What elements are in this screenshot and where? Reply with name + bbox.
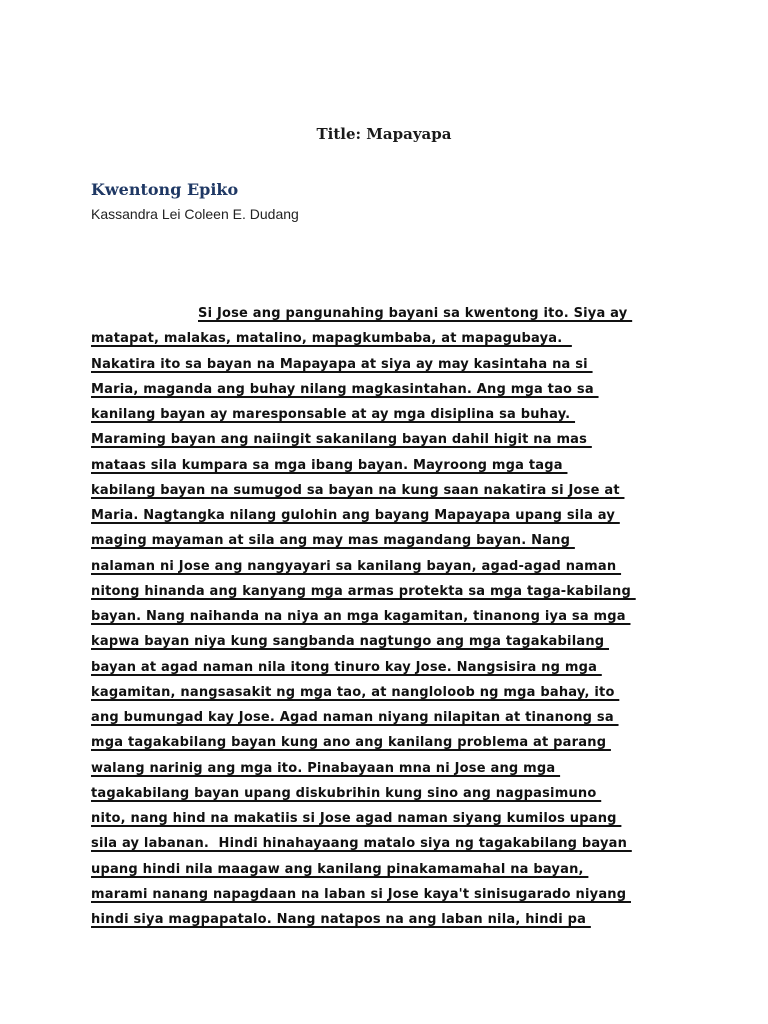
document-title: Title: Mapayapa bbox=[316, 125, 452, 143]
paragraph-line: kabilang bayan na sumugod sa bayan na kung saan nakatira si Jose at bbox=[91, 482, 625, 498]
paragraph-line: bayan at agad naman nila itong tinuro kay Jose. Nangsisira ng mga bbox=[91, 659, 602, 675]
paragraph-line: ang bumungad kay Jose. Agad naman niyang nilapitan at tinanong sa bbox=[91, 710, 619, 725]
paragraph-line: mataas sila kumpara sa mga ibang bayan. Mayroong mga taga bbox=[91, 457, 568, 473]
paragraph-line: nitong hinanda ang kanyang mga armas protekta sa mga taga-kabilang bbox=[91, 583, 636, 599]
paragraph-line: tagakabilang bayan upang diskubrihin kung sino ang nagpasimuno bbox=[91, 785, 602, 801]
paragraph-line: Si Jose ang pangunahing bayani sa kwentong ito. Siya ay bbox=[198, 306, 633, 321]
paragraph-line: hindi siya magpapatalo. Nang natapos na ang laban nila, hindi pa bbox=[91, 912, 591, 927]
paragraph-line: nito, nang hind na makatiis si Jose agad naman siyang kumilos upang bbox=[91, 811, 622, 826]
paragraph-line: sila ay labanan. Hindi hinahayaang matalo siya ng tagakabilang bayan bbox=[91, 836, 632, 852]
paragraph-line: bayan. Nang naihanda na niya an mga kagamitan, tinanong iya sa mga bbox=[91, 609, 631, 624]
paragraph-line: Maria, maganda ang buhay nilang magkasintahan. Ang mga tao sa bbox=[91, 381, 599, 397]
paragraph-line: mga tagakabilang bayan kung ano ang kanilang problema at parang bbox=[91, 735, 611, 751]
paragraph-line: Maraming bayan ang naiingit sakanilang bayan dahil higit na mas bbox=[91, 432, 592, 448]
paragraph-line: kagamitan, nangsasakit ng mga tao, at nangloloob ng mga bahay, ito bbox=[91, 684, 620, 700]
paragraph-line: Maria. Nagtangka nilang gulohin ang bayang Mapayapa upang sila ay bbox=[91, 508, 620, 523]
paragraph-line: nalaman ni Jose ang nangyayari sa kanilang bayan, agad-agad naman bbox=[91, 558, 622, 574]
paragraph-line: matapat, malakas, matalino, mapagkumbaba, at mapagubaya. bbox=[91, 331, 572, 347]
paragraph-line: marami nanang napagdaan na laban si Jose kaya't sinisugarado niyang bbox=[91, 886, 631, 902]
paragraph-line: upang hindi nila maagaw ang kanilang pinakamamahal na bayan, bbox=[91, 861, 589, 877]
paragraph-line: Nakatira ito sa bayan na Mapayapa at siya ay may kasintaha na si bbox=[91, 356, 593, 372]
genre-heading: Kwentong Epiko bbox=[91, 180, 239, 199]
author-name: Kassandra Lei Coleen E. Dudang bbox=[91, 206, 299, 222]
paragraph-line: walang narinig ang mga ito. Pinabayaan mna ni Jose ang mga bbox=[91, 760, 561, 776]
paragraph-line: maging mayaman at sila ang may mas magandang bayan. Nang bbox=[91, 533, 575, 549]
story-paragraph bbox=[91, 305, 691, 936]
paragraph-line: kapwa bayan niya kung sangbanda nagtungo ang mga tagakabilang bbox=[91, 634, 610, 650]
paragraph-line: kanilang bayan ay maresponsable at ay mga disiplina sa buhay. bbox=[91, 407, 576, 422]
